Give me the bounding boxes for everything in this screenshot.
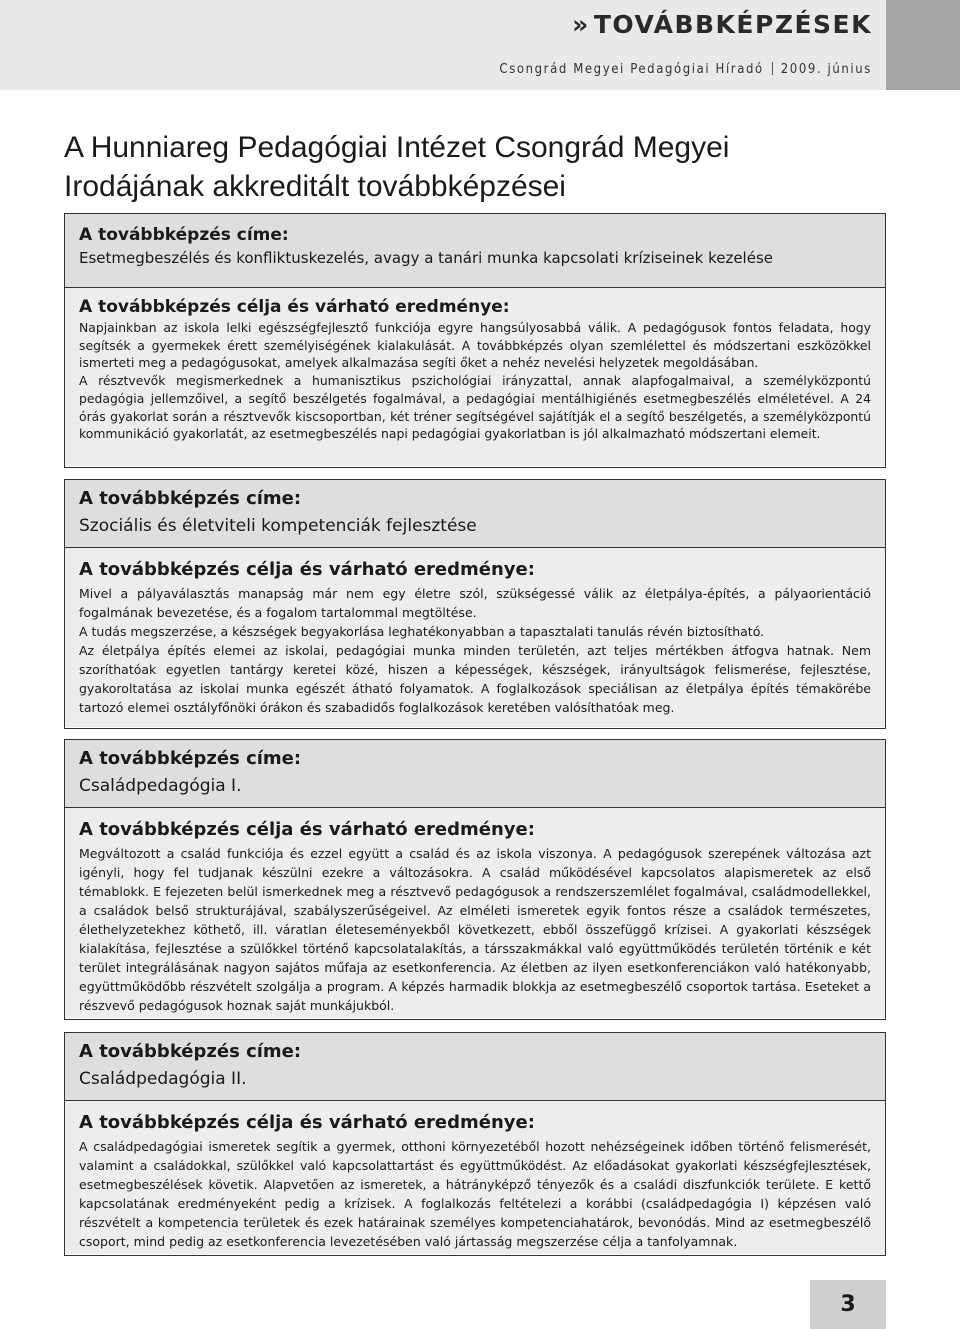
- course-goal-area: [65, 808, 885, 1018]
- goal-paragraph: A családpedagógiai ismeretek segítik a gyermek, otthoni környezetéből hozott nehézségeinek időben történő felismerését, valamint a családokkal, szülőkkel való kapcsolattartást és együttműködést. Az előadásokat gyakorlati készségfejlesztések, esetmegbeszélések követik. Alapvetően az ismeretek, a hátrányképző tényezők és a családi diszfunkciók területe. E kettő kapcsolatának eredményeként pedig a krízisek. A foglalkozás feltételezi a korábbi (családpedagógia I) képzésen való részvételt a kompetencia területek és ezek határainak személyes kompetenciahatárok, bevonódás. Mind az esetmegbeszélő csoport, mind pedig az esetkonferencia levezetésében való jártasság megszerzése célja a tanfolyamnak.: [79, 1139, 871, 1249]
- course-box-1: [64, 213, 886, 468]
- course-title: Családpedagógia I.: [79, 776, 242, 796]
- section-label: [572, 10, 872, 39]
- goal-paragraph: Az életpálya építés elemei az iskolai, pedagógiai munka minden területén, azt teljes mértékben átfogva hatnak. Nem szoríthatóak egyetlen tantárgy keretei közé, hiszen a képességek, készségek, irányultságok felismerése, fejlesztése, gyakoroltatása az iskolai munka egészét átható folyamatok. A foglalkozások speciálisan az életpálya építés témakörébe tartozó elemei osztályfőnöki órákon és szabadidős foglalkozások keretében valósíthatóak meg.: [79, 643, 871, 715]
- course-title-area: [65, 740, 885, 808]
- course-goal-label: A továbbképzés célja és várható eredménye:: [79, 559, 535, 580]
- course-goal-text: [79, 844, 871, 1015]
- issue-date: 2009. június: [780, 62, 872, 77]
- header-side-strip: [886, 0, 960, 90]
- course-title-label: A továbbképzés címe:: [79, 488, 302, 509]
- course-goal-text: [79, 319, 871, 443]
- course-goal-area: [65, 1101, 885, 1254]
- course-title: Családpedagógia II.: [79, 1069, 247, 1089]
- course-goal-text: [79, 584, 871, 717]
- course-title-area: [65, 480, 885, 548]
- course-box-3: [64, 739, 886, 1020]
- course-goal-area: [65, 548, 885, 727]
- section-title: TOVÁBBKÉPZÉSEK: [593, 10, 872, 39]
- course-goal-text: [79, 1137, 871, 1251]
- goal-paragraph: Megváltozott a család funkciója és ezzel együtt a család és az iskola viszonya. A pedagógusok szerepének változása azt igényli, hogy fel tudjanak készülni ezekre a változásokra. A család működésével kapcsolatos alapismeretek az első témablokk. E fejezeten belül ismerkednek meg a résztvevő pedagógusok a rendszerszemlélet fogalmával, családmodellekkel, a családok belső strukturájával, szabályszerűségeivel. Az elméleti ismeretek egyik fontos része a családok természetes, élethelyzetekhez köthető, ill. váratlan életeseményekből következett, ebből összefüggő krízisei. A gyakorlati készségek kialakítása, fejlesztése a szülőkkel történő kapcsolatalakítás, a társszakmákkal való együttműködés területén történik e két terület integrálásának nagyon sajátos műfaja az esetkonferencia. Az életben az ilyen esetkonferenciákon való hatékonyabb, együttműködőbb részvételt szolgálja a program. A képzés harmadik blokkja az esetmegbeszélő csoportok tartása. Eseteket a részvevő pedagógusok hoznak saját munkájukból.: [79, 846, 871, 1013]
- course-title-label: A továbbképzés címe:: [79, 748, 302, 769]
- course-title-label: A továbbképzés címe:: [79, 225, 289, 245]
- page-number: 3: [810, 1280, 886, 1329]
- course-title: Szociális és életviteli kompetenciák fejlesztése: [79, 516, 477, 536]
- course-goal-label: A továbbképzés célja és várható eredménye:: [79, 819, 535, 840]
- goal-paragraph: A résztvevők megismerkednek a humanisztikus pszichológiai irányzattal, annak alapfogalmaival, a személyközpontú pedagógia jellemzőivel, a segítő beszélgetés fogalmával, a pedagógiai mentálhigiénés esetmegbeszélés elméletével. A 24 órás gyakorlat során a résztvevők kiscsoportban, két tréner segítségével sajátítják el a segítő beszélgetés, a személyközpontú kommunikáció gyakorlatát, az esetmegbeszélés napi pedagógiai gyakorlatban is jól alkalmazható módszertani elemeit.: [79, 373, 871, 442]
- goal-paragraph: Mivel a pályaválasztás manapság már nem egy életre szól, szükségessé válik az életpálya-építés, a pályaorientáció fogalmának bevezetése, és a fogalom tartalommal megtöltése.: [79, 586, 871, 620]
- course-goal-label: A továbbképzés célja és várható eredménye:: [79, 1112, 535, 1133]
- goal-paragraph: Napjainkban az iskola lelki egészségfejlesztő funkciója egyre hangsúlyosabbá válik. A pedagógusok fontos feladata, hogy segítsék a gyermekek érett személyiségének kialakulását. A továbbképzés olyan szemlélettel és módszertani eszközökkel ismerteti meg a pedagógusokat, amelyek alkalmazása segíti őket a nehéz nevelési helyzetek megoldásában.: [79, 320, 871, 371]
- course-goal-label: A továbbképzés célja és várható eredménye:: [79, 297, 510, 317]
- issue-line: [499, 62, 872, 77]
- page-title: [64, 128, 884, 206]
- goal-paragraph: A tudás megszerzése, a készségek begyakorlása leghatékonyabban a tapasztalati tanulás révén biztosítható.: [79, 624, 765, 639]
- page-title-line-1: A Hunniareg Pedagógiai Intézet Csongrád Megyei: [64, 131, 730, 164]
- course-title-label: A továbbképzés címe:: [79, 1041, 302, 1062]
- course-box-4: [64, 1032, 886, 1256]
- course-title: Esetmegbeszélés és konfliktuskezelés, avagy a tanári munka kapcsolati kríziseinek kezelése: [79, 249, 773, 267]
- separator: [772, 62, 773, 75]
- course-title-area: [65, 1033, 885, 1101]
- course-title-area: [65, 214, 885, 288]
- page-title-line-2: Irodájának akkreditált továbbképzései: [64, 170, 566, 203]
- course-box-2: [64, 479, 886, 729]
- chevron-icon: »: [572, 10, 590, 39]
- publication-name: Csongrád Megyei Pedagógiai Híradó: [499, 62, 764, 77]
- course-goal-area: [65, 288, 885, 466]
